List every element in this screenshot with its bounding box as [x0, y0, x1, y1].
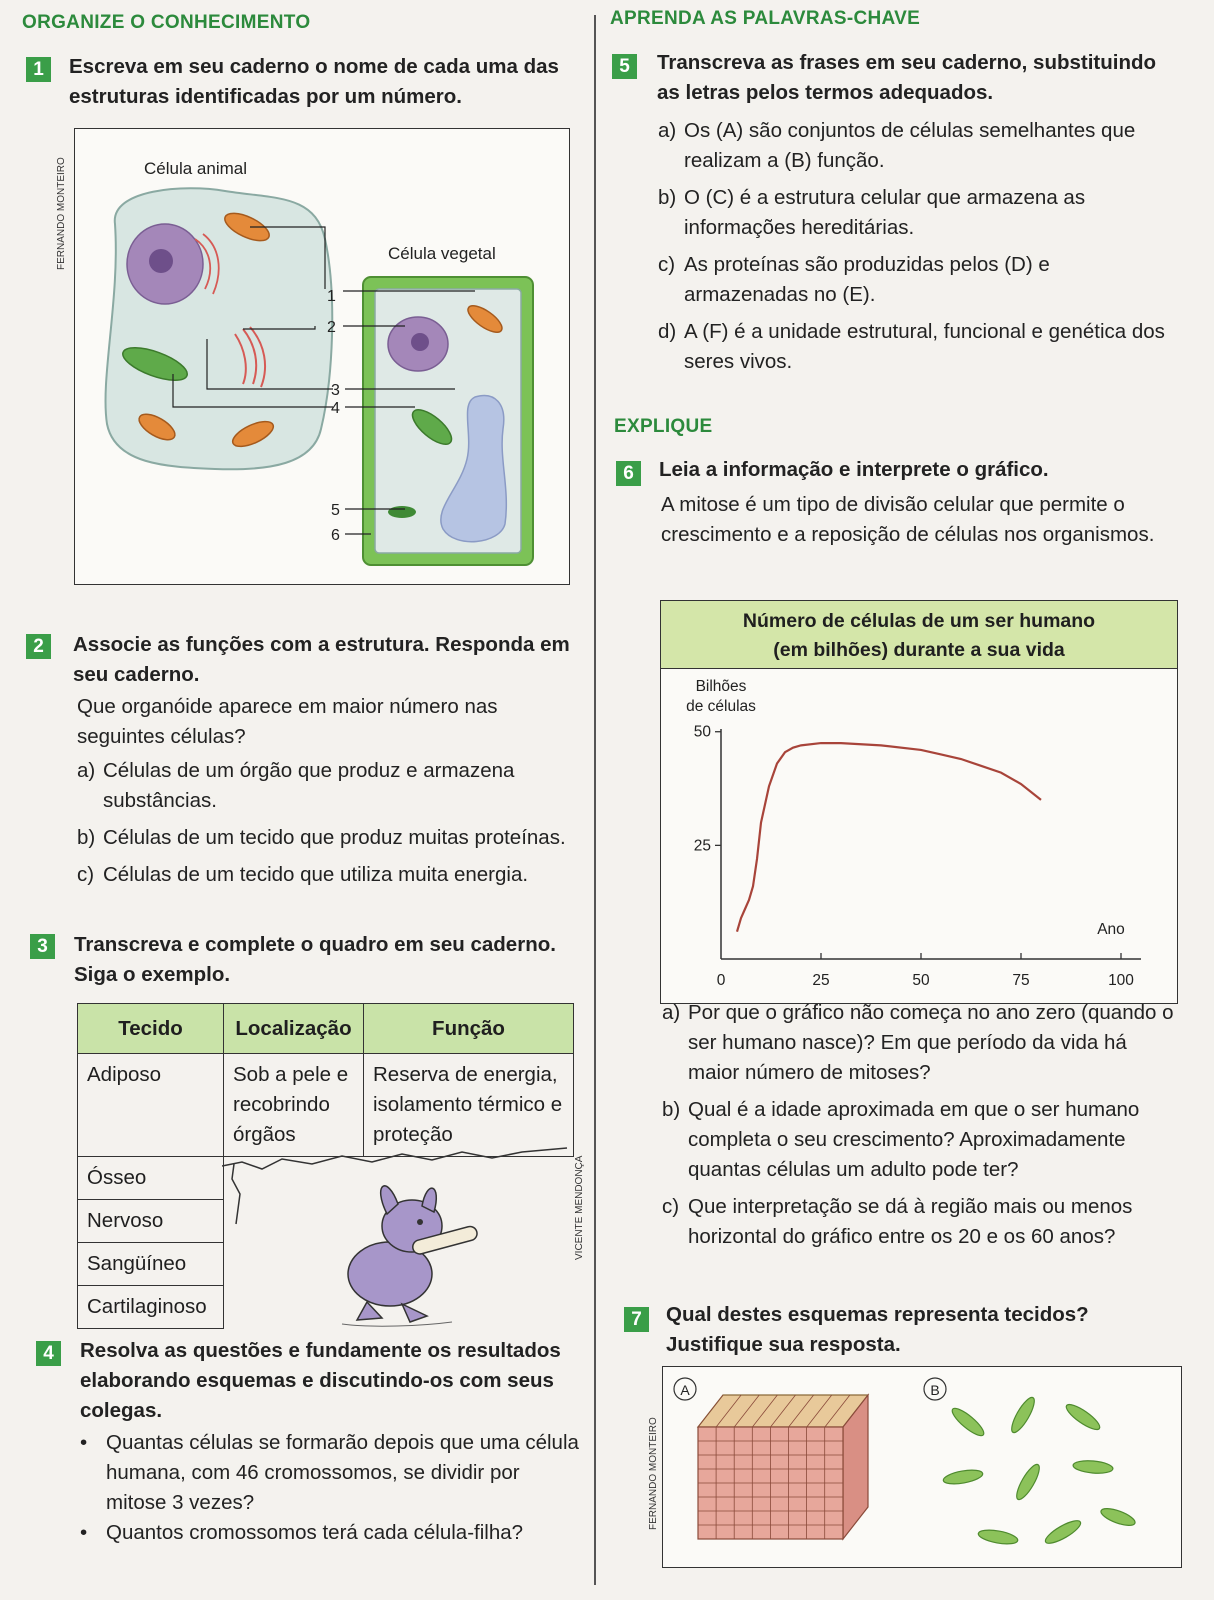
- marker-5: 5: [331, 502, 340, 519]
- marker-3: 3: [331, 382, 340, 399]
- cell-diagram: [75, 129, 568, 583]
- section-title-organize: ORGANIZE O CONHECIMENTO: [22, 12, 311, 33]
- row-tecido-nervoso: Nervoso: [78, 1200, 224, 1243]
- question-number-3: 3: [30, 934, 55, 959]
- chart-title-line1: Número de células de um ser humano: [742, 610, 1096, 632]
- x-tick-label: 50: [912, 972, 930, 989]
- question-4-bullet-2: • Quantos cromossomos terá cada célula-filha?: [80, 1521, 524, 1544]
- question-6-intro: A mitose é um tipo de divisão celular que permite o crescimento e a reposição de células nos organismos.: [661, 493, 1155, 546]
- label-a: A: [680, 1382, 690, 1398]
- dog-illustration: [222, 1134, 582, 1334]
- question-1-heading: Escreva em seu caderno o nome de cada uma das estruturas identificadas por um número.: [69, 55, 559, 108]
- row-tecido-cartilaginoso: Cartilaginoso: [78, 1286, 224, 1329]
- cell-diagram-box: [74, 128, 570, 585]
- question-2-item-c: c) Células de um tecido que utiliza muita energia.: [77, 863, 529, 886]
- question-number-7: 7: [624, 1307, 649, 1332]
- chart-title: [661, 601, 1177, 669]
- section-title-palavras: APRENDA AS PALAVRAS-CHAVE: [610, 8, 921, 29]
- question-2-item-b: b) Células de um tecido que produz muitas proteínas.: [77, 826, 566, 849]
- question-4-heading: Resolva as questões e fundamente os resultados elaborando esquemas e discutindo-os com seus colegas.: [80, 1339, 561, 1422]
- cell-count-chart: [660, 600, 1178, 1004]
- question-2-body: [77, 692, 582, 897]
- question-number-5: 5: [612, 54, 637, 79]
- question-6-item-b: b) Qual é a idade aproximada em que o ser humano completa o seu crescimento? Aproximadamente quantas células um adulto pode ter?: [662, 1098, 1140, 1181]
- y-tick-label: 50: [693, 723, 711, 741]
- col-header-localizacao: Localização: [224, 1004, 364, 1054]
- marker-2: 2: [327, 319, 336, 336]
- x-tick-label: 75: [1012, 972, 1030, 989]
- plant-chloroplast-2: [388, 506, 416, 518]
- y-tick-label: 25: [693, 837, 711, 855]
- cell-count-line: [737, 743, 1041, 932]
- credit-vicente: VICENTE MENDONÇA: [574, 1155, 585, 1260]
- question-number-2: 2: [26, 634, 51, 659]
- x-tick-label: 100: [1108, 972, 1134, 989]
- animal-nucleolus: [149, 249, 173, 273]
- question-6-heading: Leia a informação e interprete o gráfico.: [659, 458, 1049, 481]
- question-7-heading: Qual destes esquemas representa tecidos? Justifique sua resposta.: [666, 1303, 1089, 1356]
- row-tecido-osseo: Ósseo: [78, 1157, 224, 1200]
- question-number-6: 6: [616, 461, 641, 486]
- marker-6: 6: [331, 527, 340, 544]
- question-number-4: 4: [36, 1341, 61, 1366]
- x-tick-label: 0: [716, 972, 726, 989]
- question-5-item-b: b) O (C) é a estrutura celular que armazena as informações hereditárias.: [658, 186, 1086, 239]
- tissue-schemes-box: [662, 1366, 1182, 1568]
- question-number-1: 1: [26, 57, 51, 82]
- x-axis-label: Ano: [1097, 921, 1125, 938]
- section-title-explique: EXPLIQUE: [614, 416, 713, 437]
- example-funcao: Reserva de energia, isolamento térmico e proteção: [364, 1054, 574, 1157]
- tissue-schemes: [663, 1367, 1180, 1566]
- question-5-item-c: c) As proteínas são produzidas pelos (D) e armazenadas no (E).: [658, 253, 1050, 306]
- question-4-bullet-1: • Quantas células se formarão depois que uma célula humana, com 46 cromossomos, se dividir por mitose 3 vezes?: [80, 1431, 579, 1514]
- question-5-body: [658, 116, 1178, 384]
- marker-4: 4: [331, 400, 340, 417]
- question-5-item-d: d) A (F) é a unidade estrutural, funcional e genética dos seres vivos.: [658, 320, 1165, 373]
- question-2-heading: Associe as funções com a estrutura. Responda em seu caderno.: [73, 633, 570, 686]
- example-tecido: Adiposo: [78, 1054, 224, 1157]
- question-6-item-a: a) Por que o gráfico não começa no ano zero (quando o ser humano nasce)? Em que período da vida há maior número de mitoses?: [662, 1001, 1174, 1084]
- question-5-heading: Transcreva as frases em seu caderno, substituindo as letras pelos termos adequados.: [657, 51, 1157, 104]
- question-3-heading: Transcreva e complete o quadro em seu caderno. Siga o exemplo.: [74, 933, 556, 986]
- question-5-item-a: a) Os (A) são conjuntos de células semelhantes que realizam a (B) função.: [658, 119, 1136, 172]
- question-6-body: [662, 998, 1180, 1259]
- label-b: B: [930, 1382, 940, 1398]
- credit-fernando-1: FERNANDO MONTEIRO: [56, 157, 67, 270]
- tissue-block-a: [698, 1395, 868, 1539]
- example-localizacao: Sob a pele e recobrindo órgãos: [224, 1054, 364, 1157]
- plant-nucleolus: [411, 333, 429, 351]
- y-axis-label-2: de células: [686, 698, 756, 715]
- y-axis-label-1: Bilhões: [695, 678, 747, 695]
- marker-1: 1: [327, 288, 336, 305]
- question-2-item-a: a) Células de um órgão que produz e armazena substâncias.: [77, 759, 515, 812]
- x-tick-label: 25: [812, 972, 830, 989]
- col-header-tecido: Tecido: [78, 1004, 224, 1054]
- question-6-item-c: c) Que interpretação se dá à região mais ou menos horizontal do gráfico entre os 20 e os 60 anos?: [662, 1195, 1133, 1248]
- animal-cell-label: Célula animal: [144, 159, 247, 178]
- question-4-body: [80, 1428, 585, 1548]
- chart-plot: [661, 669, 1176, 1001]
- column-divider: [594, 15, 596, 1585]
- question-2-intro: Que organóide aparece em maior número nas seguintes células?: [77, 695, 498, 748]
- plant-cell-label: Célula vegetal: [388, 244, 496, 263]
- scattered-cells-b: [942, 1395, 1137, 1548]
- credit-fernando-2: FERNANDO MONTEIRO: [648, 1417, 659, 1530]
- col-header-funcao: Função: [364, 1004, 574, 1054]
- chart-title-line2: (em bilhões) durante a sua vida: [773, 639, 1065, 661]
- row-tecido-sanguineo: Sangüíneo: [78, 1243, 224, 1286]
